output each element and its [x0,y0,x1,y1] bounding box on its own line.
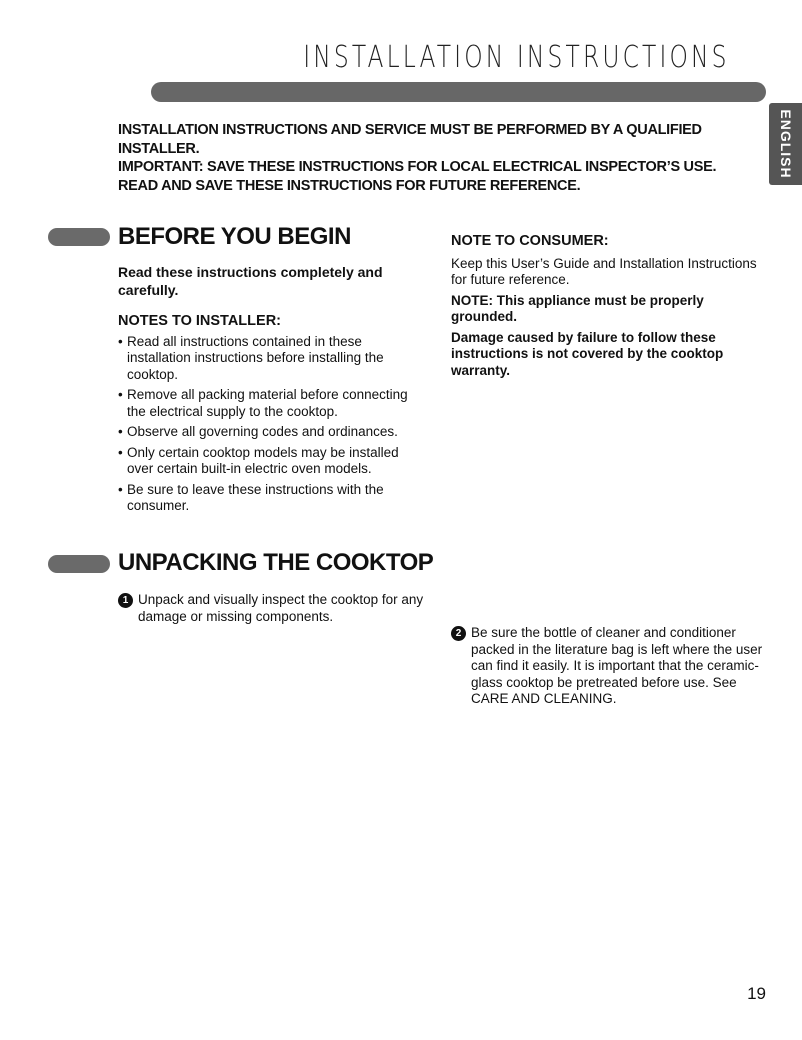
language-tab-label: ENGLISH [777,109,794,179]
warning-line: IMPORTANT: SAVE THESE INSTRUCTIONS FOR LOCAL ELECTRICAL INSPECTOR’S USE. [118,159,717,175]
unpacking-step [451,625,771,708]
installer-column [118,263,423,519]
installer-list [118,334,423,515]
consumer-heading: NOTE TO CONSUMER: [451,233,609,249]
list-item: • Be sure to leave these instructions with the consumer. [118,482,423,515]
list-item: • Only certain cooktop models may be installed over certain built-in electric oven models. [118,445,423,478]
warning-line: INSTALLATION INSTRUCTIONS AND SERVICE MUST BE PERFORMED BY A QUALIFIED INSTALLER. [118,122,702,157]
installer-heading: NOTES TO INSTALLER: [118,313,281,329]
step-text: Be sure the bottle of cleaner and conditioner packed in the literature bag is left where the user can find it easily. It is important that the ceramic-glass cooktop be pretreated before use. See CARE AND CLEANING. [471,625,763,706]
header-divider-bar [151,82,766,102]
list-item: • Observe all governing codes and ordinances. [118,424,423,441]
section-heading-before: BEFORE YOU BEGIN [118,223,351,250]
section-marker [48,555,110,573]
step-text: Unpack and visually inspect the cooktop for any damage or missing components. [138,592,424,624]
warning-line: READ AND SAVE THESE INSTRUCTIONS FOR FUTURE REFERENCE. [118,177,581,194]
page-number: 19 [747,984,766,1003]
section-heading-unpacking: UNPACKING THE COOKTOP [118,549,434,576]
page-title: INSTALLATION INSTRUCTIONS [303,40,730,75]
language-tab [769,103,802,185]
step-number-icon: 2 [451,626,466,641]
consumer-column [451,233,769,383]
consumer-note: Damage caused by failure to follow these instructions is not covered by the cooktop warranty. [451,329,724,378]
list-item: • Remove all packing material before connecting the electrical supply to the cooktop. [118,387,423,420]
consumer-text: Keep this User’s Guide and Installation Instructions for future reference. [451,255,757,287]
step-number-icon: 1 [118,593,133,608]
list-item: • Read all instructions contained in these installation instructions before installing the cooktop. [118,334,423,384]
consumer-note: NOTE: This appliance must be properly grounded. [451,292,704,324]
warning-block [118,121,758,195]
section-marker [48,228,110,246]
intro-text: Read these instructions completely and carefully. [118,264,383,298]
unpacking-step [118,592,438,625]
